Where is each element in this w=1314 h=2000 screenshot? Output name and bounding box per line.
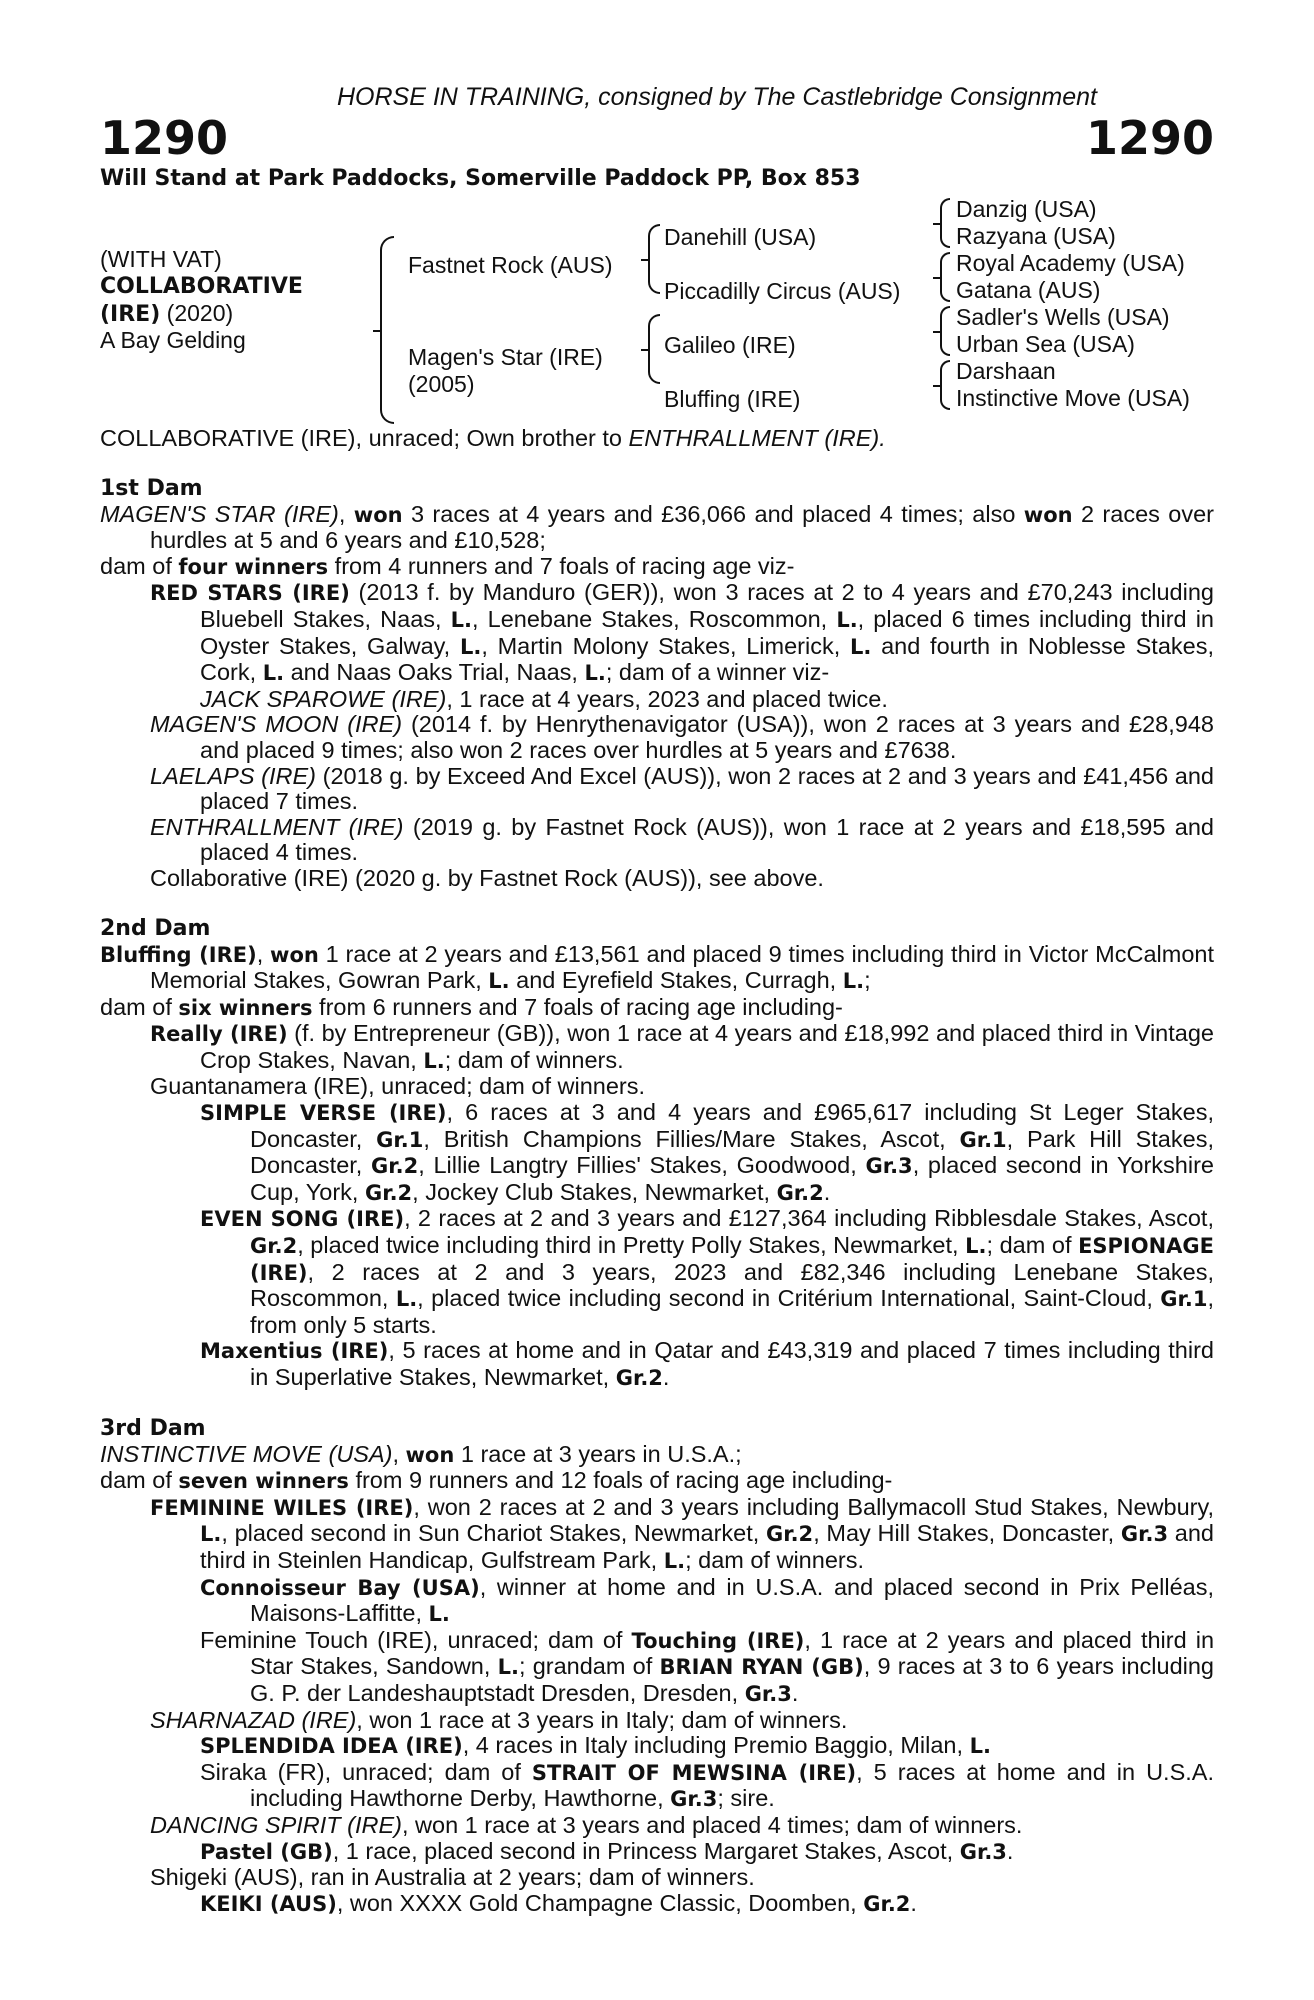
text: . [791,1679,799,1706]
produce-entry: Collaborative (IRE) (2020 g. by Fastnet Rock (AUS)), see above. [150,864,824,891]
lot-row [100,112,1214,164]
text: Siraka (FR), unraced; dam of [200,1758,532,1785]
race-grade: L. [849,634,872,659]
horse-name: Touching (IRE) [631,1628,805,1653]
produce-entry [100,1839,1214,1866]
produce-summary [100,995,1214,1022]
text: , 2 races at 2 and 3 years, 2023 and £82,346 including Lenebane Stakes, Roscommon, [250,1258,1214,1312]
text: , May Hill Stakes, Doncaster, [813,1520,1121,1547]
race-grade: L. [842,969,865,994]
text: , 5 races at home and in U.S.A. including Hawthorne Derby, Hawthorne, [250,1758,1214,1812]
pedigree-brace [940,198,950,248]
produce-entry [100,1733,1214,1760]
text: dam of [100,552,179,579]
text: , [256,940,271,967]
pedigree-brace [940,252,950,302]
intro-sibling: ENTHRALLMENT (IRE). [628,425,886,451]
race-grade: L. [965,1234,987,1259]
text: , 9 races at 3 to 6 years including G. P. der Landeshauptstadt Dresden, Dresden, [250,1653,1214,1706]
stand-location: Will Stand at Park Paddocks, Somerville Paddock PP, Box 853 [100,166,861,191]
race-grade: L. [584,661,606,686]
won-label: won [1023,502,1073,527]
dam-record [100,942,1214,995]
race-grade: L. [262,661,285,686]
race-grade: Gr.3 [865,1154,913,1179]
text: , Martin Molony Stakes, Limerick, [481,632,850,659]
text: , 5 races at home and in Qatar and £43,319 and placed 7 times including third in Superlative Stakes, Newmarket, [250,1337,1214,1390]
text: , winner at home and in U.S.A. and placed second in Prix Pelléas, Maisons-Laffitte, [250,1573,1214,1627]
text: , [338,500,354,527]
sire-dam-sire: Royal Academy (USA) [956,250,1185,276]
race-grade: Gr.2 [250,1234,298,1259]
race-grade: Gr.3 [1120,1522,1169,1547]
text: ; dam of winners. [685,1546,864,1573]
dam-sire: Galileo (IRE) [664,332,796,358]
race-grade: Gr.2 [765,1522,814,1547]
horse-name: COLLABORATIVE [100,274,303,299]
horse-name: SPLENDIDA IDEA (IRE) [200,1734,463,1759]
winners-count: six winners [178,995,313,1020]
produce-entry [100,1708,1214,1734]
text: , Lenebane Stakes, Roscommon, [472,605,837,632]
text: , 4 races in Italy including Premio Baggio, Milan, [462,1732,970,1759]
dam-name: INSTINCTIVE MOVE (USA) [100,1440,393,1467]
horse-year: (2020) [166,300,234,326]
text: ; [864,967,871,994]
race-grade: Gr.3 [959,1839,1007,1864]
text: 1 race at 2 years and £13,561 and placed 9 times including third in Victor McCalmont Memorial Stakes, Gowran Park, [150,940,1214,994]
won-label: won [270,942,319,967]
race-grade: L. [395,1287,418,1312]
text: and fourth in Noblesse Stakes, Cork, [200,632,1214,686]
race-grade: L. [428,1602,450,1627]
race-grade: Gr.3 [670,1787,718,1812]
produce-entry [100,1760,1214,1813]
produce-entry [100,1206,1214,1338]
produce-entry [100,712,1214,763]
text: , Park Hill Stakes, Doncaster, [250,1125,1214,1179]
race-grade: Gr.1 [1160,1287,1208,1312]
sire-sire-sire: Danzig (USA) [956,196,1097,222]
pedigree-chart [100,194,1214,426]
pedigree-brace [380,236,394,424]
race-grade: Gr.2 [863,1891,911,1916]
text: , 1 race at 2 years and placed third in Star Stakes, Sandown, [250,1626,1215,1680]
text: , [392,1440,406,1467]
produce-entry [100,1813,1214,1839]
text: , placed twice including third in Pretty Polly Stakes, Newmarket, [297,1232,966,1259]
text: from 4 runners and 7 foals of racing age viz- [328,552,795,579]
catalogue-page [100,82,1214,1917]
text: , won XXXX Gold Champagne Classic, Doomben, [336,1889,864,1916]
produce-summary [100,1468,1214,1495]
race-grade: L. [423,1048,445,1073]
text: , 1 race at 4 years, 2023 and placed twice. [446,685,888,712]
horse-name: Really (IRE) [150,1022,288,1047]
produce-entry: Guantanamera (IRE), unraced; dam of winners. [150,1073,646,1100]
sire: Fastnet Rock (AUS) [408,252,613,278]
produce-entry [100,1100,1214,1206]
dam-year: (2005) [408,371,475,397]
text: ; dam of a winner viz- [605,659,830,686]
pedigree-brace [648,224,660,294]
text: . [1006,1837,1014,1864]
race-grade: L. [459,634,482,659]
text: (2014 f. by Henrythenavigator (USA)), won 2 races at 3 years and £28,948 and placed 9 times; also won 2 races over hurdles at 5 years and £7638. [200,711,1214,763]
text: from 9 runners and 12 foals of racing age including- [348,1467,893,1494]
horse-name: SHARNAZAD (IRE) [150,1706,357,1733]
race-grade: L. [450,607,473,632]
produce-entry [100,580,1214,686]
text: from 6 runners and 7 foals of racing age including- [312,993,843,1020]
text: (2019 g. by Fastnet Rock (AUS)), won 1 race at 2 years and £18,595 and placed 4 times. [200,813,1214,866]
text: , Lillie Langtry Fillies' Stakes, Goodwood, [418,1152,866,1179]
race-grade: L. [497,1655,519,1680]
text: , placed twice including second in Critérium International, Saint-Cloud, [417,1285,1161,1312]
race-grade: Gr.1 [959,1127,1007,1152]
produce-entry [100,1628,1214,1708]
text: ; dam of winners. [444,1046,624,1073]
intro-line [100,426,1214,452]
text: , placed second in Yorkshire Cup, York, [250,1152,1214,1205]
horse-name: Pastel (GB) [200,1839,333,1864]
horse-name: KEIKI (AUS) [200,1891,337,1916]
horse-name: STRAIT OF MEWSINA (IRE) [531,1760,857,1785]
text: , won 2 races at 2 and 3 years including Ballymacoll Stud Stakes, Newbury, [413,1493,1214,1520]
text: and third in Steinlen Handicap, Gulfstream Park, [200,1520,1214,1573]
horse-name: RED STARS (IRE) [150,581,350,606]
text: , won 1 race at 3 years in Italy; dam of winners. [356,1706,848,1733]
text: ; sire. [717,1785,775,1812]
text: . [910,1889,917,1916]
race-grade: Gr.2 [364,1180,413,1205]
text: Feminine Touch (IRE), unraced; dam of [200,1626,632,1653]
race-grade: L. [836,607,858,632]
produce-entry: Shigeki (AUS), ran in Australia at 2 years; dam of winners. [150,1864,755,1891]
lot-number-left: 1290 [100,111,229,165]
text: 1 race at 3 years in U.S.A.; [454,1440,742,1467]
dam-sire-sire: Sadler's Wells (USA) [956,304,1170,330]
produce-entry [100,815,1214,866]
dam-dam: Bluffing (IRE) [664,386,801,412]
text: and Eyrefield Stakes, Curragh, [509,967,843,994]
won-label: won [405,1442,455,1467]
sire-dam: Piccadilly Circus (AUS) [664,278,901,304]
produce-entry [100,1495,1214,1575]
race-grade: Gr.1 [376,1127,424,1152]
sire-sire: Danehill (USA) [664,224,817,250]
sire-dam-dam: Gatana (AUS) [956,277,1101,303]
text: and Naas Oaks Trial, Naas, [284,659,585,686]
text: dam of [100,993,179,1020]
horse-name: ESPIONAGE (IRE) [250,1234,1214,1285]
third-dam-title: 3rd Dam [100,1415,206,1441]
vat-note: (WITH VAT) [100,246,222,272]
horse-name: JACK SPAROWE (IRE) [200,685,447,712]
text: . [823,1178,831,1205]
race-grade: L. [663,1548,686,1573]
text: (f. by Entrepreneur (GB)), won 1 race at 4 years and £18,992 and placed third in Vintage Crop Stakes, Navan, [200,1020,1214,1073]
text: , won 1 race at 3 years and placed 4 times; dam of winners. [401,1811,1023,1838]
second-dam-title: 2nd Dam [100,915,211,941]
sire-sire-dam: Razyana (USA) [956,223,1116,249]
text: , from only 5 starts. [250,1285,1214,1338]
horse-name: BRIAN RYAN (GB) [659,1655,864,1680]
text: , Jockey Club Stakes, Newmarket, [412,1178,777,1205]
text: ; grandam of [518,1653,660,1680]
dam-name: MAGEN'S STAR (IRE) [100,500,339,527]
produce-entry [100,1891,1214,1918]
text: 2 races over hurdles at 5 and 6 years and £10,528; [150,500,1214,554]
text: (2013 f. by Manduro (GER)), won 3 races at 2 to 4 years and £70,243 including Bluebell Stakes, Naas, [200,579,1214,632]
horse-country-year [100,300,233,328]
horse-name: FEMININE WILES (IRE) [150,1495,414,1520]
produce-entry [100,687,1214,713]
text: , 6 races at 3 and 4 years and £965,617 including St Leger Stakes, Doncaster, [250,1099,1214,1152]
produce-entry [100,1021,1214,1074]
text: , placed second in Sun Chariot Stakes, Newmarket, [221,1520,766,1547]
produce-summary [100,554,1214,581]
dam-sire-dam: Urban Sea (USA) [956,331,1135,357]
dam-name: Bluffing (IRE) [100,942,257,967]
horse-description: A Bay Gelding [100,327,246,353]
pedigree-brace [940,306,950,356]
dam-record [100,502,1214,554]
horse-name: Maxentius (IRE) [200,1339,389,1364]
intro-text: COLLABORATIVE (IRE), unraced; Own brother to [100,425,629,451]
winners-count: four winners [178,554,329,579]
produce-entry [100,1575,1214,1628]
consignment-header: HORSE IN TRAINING, consigned by The Castlebridge Consignment [336,83,1098,111]
horse-name: MAGEN'S MOON (IRE) [150,711,403,738]
won-label: won [353,502,403,527]
horse-name: ENTHRALLMENT (IRE) [150,813,404,840]
winners-count: seven winners [178,1469,349,1494]
pedigree-brace [648,314,660,384]
dam: Magen's Star (IRE) [408,344,603,370]
text: 3 races at 4 years and £36,066 and placed 4 times; also [402,500,1024,527]
pedigree-brace [940,360,950,410]
dam-dam-sire: Darshaan [956,358,1056,384]
race-grade: L. [969,1734,991,1759]
dam-record [100,1442,1214,1469]
horse-name: LAELAPS (IRE) [150,762,316,789]
text: , British Champions Fillies/Mare Stakes, Ascot, [423,1125,960,1152]
produce-entry [100,764,1214,815]
race-grade: L. [488,969,510,994]
horse-name: Connoisseur Bay (USA) [200,1575,480,1600]
race-grade: Gr.2 [371,1154,419,1179]
produce-entry [100,1338,1214,1391]
horse-name: SIMPLE VERSE (IRE) [200,1101,447,1126]
dam-dam-dam: Instinctive Move (USA) [956,385,1190,411]
text: . [662,1364,670,1390]
lot-number-right: 1290 [1085,111,1214,165]
text: , 2 races at 2 and 3 years and £127,364 including Ribblesdale Stakes, Ascot, [404,1205,1214,1232]
text: ; dam of [986,1232,1079,1259]
text: , 1 race, placed second in Princess Margaret Stakes, Ascot, [332,1837,960,1864]
race-grade: Gr.3 [744,1681,792,1706]
horse-name: EVEN SONG (IRE) [200,1207,405,1232]
horse-name: DANCING SPIRIT (IRE) [150,1811,402,1838]
catalogue-body [100,426,1214,1917]
text: , placed 6 times including third in Oyster Stakes, Galway, [200,605,1215,659]
text: dam of [100,1467,179,1494]
race-grade: L. [200,1522,222,1547]
text: (2018 g. by Exceed And Excel (AUS)), won 2 races at 2 and 3 years and £41,456 and placed 7 times. [200,762,1215,815]
horse-country: (IRE) [100,302,161,327]
first-dam-title: 1st Dam [100,475,203,501]
race-grade: Gr.2 [776,1180,824,1205]
race-grade: Gr.2 [615,1366,663,1390]
